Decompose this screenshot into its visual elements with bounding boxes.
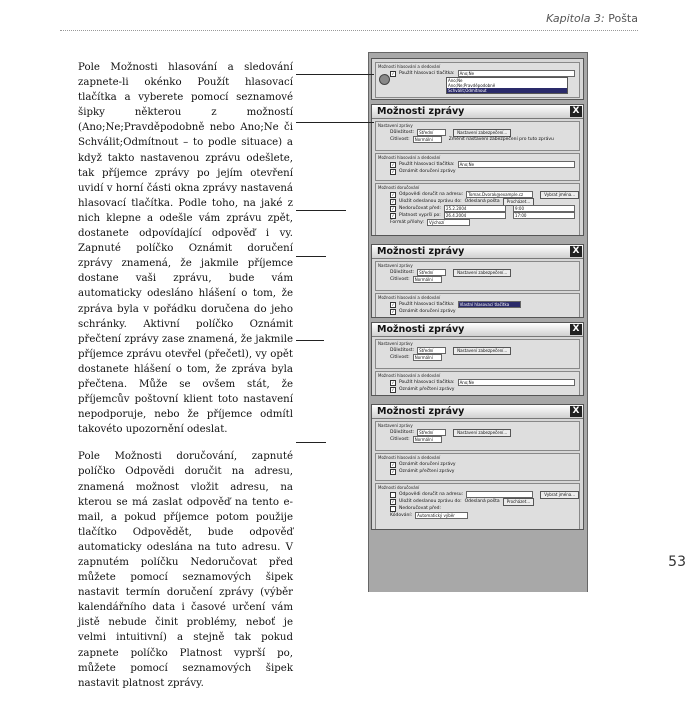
- deliver-date-select[interactable]: 25.2.2004: [444, 205, 506, 212]
- connector-line: [296, 122, 374, 123]
- paragraph: Pole Možnosti doručování, zapnuté políčko Odpovědi doručit na adresu, znamená možnost vložit adresu, na kterou se má zaslat odpověď na tento e-mail, a pokud příjemce potom použije tlačítko Odpovědět, bude odpověď automaticky odeslána na tuto adresu. V zapnutém políčku Nedoručovat před můžete pomocí seznamových šipek nastavit termín doručení zprávy (výběr kalendářního data i časové určení vám jistě nebude činit problémy, neboť je velmi intuitivní) a stejně tak pokud zapnete políčko Platnost vyprší po, můžete pomocí seznamových šipek nastavit platnost zprávy.: [78, 451, 293, 689]
- expires-time-select[interactable]: 17:00: [513, 212, 575, 219]
- connector-line: [296, 210, 346, 211]
- voting-section: [375, 62, 580, 98]
- running-head: [546, 12, 638, 25]
- close-icon[interactable]: X: [570, 406, 582, 417]
- chapter-title: Pošta: [608, 12, 638, 25]
- message-options-dialog: Možnosti zprávy X Nastavení zprávy Důležitost: Střední Nastavení zabezpečení... Citlivost: Normální Možnosti hlasování a sledování ✓ Použít hlasovací tlačítka: Vlastní hlasovací tlačítka ✓ Oznámit doručení zprávy: [371, 244, 584, 318]
- voting-checkbox[interactable]: ✓: [391, 161, 395, 167]
- select-names-button[interactable]: Vybrat jména...: [540, 191, 579, 199]
- connector-line: [296, 256, 326, 257]
- page-number: 53: [668, 554, 686, 570]
- section-label: Nastavení zprávy: [378, 123, 413, 128]
- replies-address-input[interactable]: Tomas.Dvorak@example.cz: [466, 191, 533, 198]
- close-icon[interactable]: X: [570, 324, 582, 335]
- connector-line: [296, 74, 374, 75]
- section-label: Možnosti hlasování a sledování: [378, 64, 441, 69]
- chapter-label: Kapitola 3:: [546, 12, 605, 25]
- sensitivity-select[interactable]: Normální: [413, 136, 442, 143]
- page-header: [60, 8, 638, 31]
- voting-select[interactable]: Ano;Ne: [458, 70, 575, 77]
- voting-option[interactable]: Ano;Ne: [448, 78, 463, 83]
- message-options-dialog: Možnosti zprávy X Nastavení zprávy Důležitost: Střední Nastavení zabezpečení... Citlivost: Normální Možnosti hlasování a sledování ✓ Oznámit doručení zprávy ✓ Oznámit přečtení zprávy Možnosti doručování Odpovědi doručit na adresu: Vybrat jména... ✓ Uložit odeslanou zprávu do: Odeslaná pošta Procházet... Nedoručovat před: Kódování: Automatický výběr: [371, 404, 584, 530]
- voting-dropdown-dialog: [371, 58, 584, 100]
- delivery-receipt-checkbox[interactable]: ✓: [391, 168, 395, 174]
- importance-select[interactable]: Střední: [417, 129, 446, 136]
- voting-row: [376, 70, 579, 77]
- format-select[interactable]: Výchozí: [427, 219, 470, 226]
- expires-date-select[interactable]: 26.4.2004: [444, 212, 506, 219]
- browse-button[interactable]: Procházet...: [503, 198, 534, 206]
- message-options-dialog: Možnosti zprávy X Nastavení zprávy Důležitost: Střední Nastavení zabezpečení... Citlivost: Normální Možnosti hlasování a sledování ✓ Použít hlasovací tlačítka: Ano;Ne ✓ Oznámit přečtení zprávy: [371, 322, 584, 396]
- voting-checkbox[interactable]: ✓: [391, 70, 395, 76]
- message-options-dialog: [371, 104, 584, 236]
- dialog-title: Možnosti zprávy X: [372, 105, 583, 119]
- security-settings-button[interactable]: Nastavení zabezpečení...: [453, 129, 511, 137]
- deliver-time-select[interactable]: 9:00: [513, 205, 575, 212]
- voting-option[interactable]: Schválit;Odmítnout: [447, 88, 567, 93]
- voting-options-list: [446, 77, 568, 94]
- voting-select[interactable]: Ano;Ne: [458, 161, 575, 168]
- connector-line: [296, 442, 326, 443]
- delivery-section: Možnosti doručování ✓ Odpovědi doručit na adresu: Tomas.Dvorak@example.cz Vybrat jména... ✓ Uložit odeslanou zprávu do: Odeslaná pošta Procházet... ✓ Nedoručovat před: 25.2.2004 9:00 ✓ Platnost vyprší po: 26.4.2004 17:00 Formát přílohy: Výchozí: [375, 183, 580, 236]
- voting-icon: [379, 74, 390, 85]
- close-icon[interactable]: X: [570, 246, 582, 257]
- voting-label: Použít hlasovací tlačítka:: [399, 71, 455, 76]
- body-text: [78, 60, 293, 703]
- connector-line: [296, 340, 324, 341]
- sensitivity-row: Citlivost: Normální Změnit nastavení zabezpečení pro tuto zprávu: [390, 137, 554, 142]
- importance-row: Důležitost: Střední Nastavení zabezpečení...: [376, 129, 579, 136]
- close-icon[interactable]: X: [570, 106, 582, 117]
- voting-option[interactable]: Ano;Ne;Pravděpodobně: [448, 83, 496, 88]
- paragraph: Pole Možnosti hlasování a sledování zapnete-li okénko Použít hlasovací tlačítka a vyberete pomocí seznamové šipky některou z možností (Ano;Ne;Pravděpodobně nebo Ano;Ne či Schválit;Odmítnout – to podle situace) a když takto nastavenou zprávu odešlete, tak příjemce zprávy po jejím otevření uvidí v horní části okna zprávy nastavená hlasovací tlačítka. Podle toho, na jaké z nich klepne a odešle vám zprávu zpět, dostanete odpovídající odpověď i vy. Zapnuté políčko Oznámit doručení zprávy znamená, že jakmile příjemce dostane vaši zprávu, bude vám automaticky odesláno hlášení o tom, že zpráva byla v pořádku doručena do jeho schránky. Aktivní políčko Oznámit přečtení zprávy zase znamená, že jakmile příjemce zprávu otevřel (přečetl), vy opět dostanete hlášení o tom, že zpráva byla přečtena. Může se ovšem stát, že příjemcův poštovní klient toto nastavení nepodporuje, nebo že příjemce odmítl takovéto upozornění odeslat.: [78, 62, 293, 436]
- voting-section: Možnosti hlasování a sledování ✓ Použít hlasovací tlačítka: Ano;Ne ✓ Oznámit doručení zprávy: [375, 153, 580, 181]
- settings-section: [375, 121, 580, 151]
